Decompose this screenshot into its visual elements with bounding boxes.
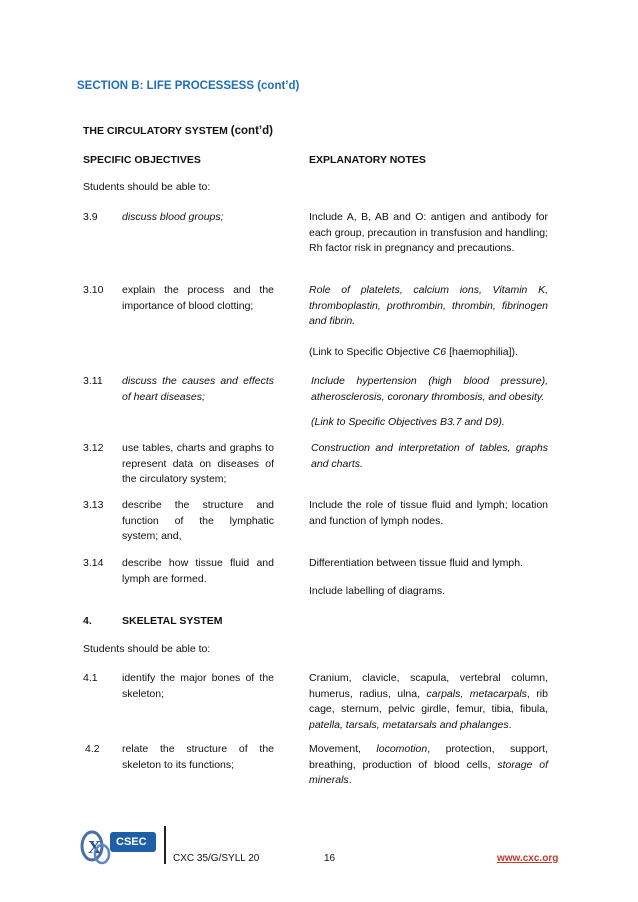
explanatory-note: Construction and interpretation of tables, graphs and charts.	[311, 442, 548, 470]
objective-number: 3.13	[83, 499, 104, 511]
objective-text: explain the process and the importance of blood clotting;	[122, 284, 274, 312]
intro-text: Students should be able to:	[83, 643, 211, 655]
objective-text: identify the major bones of the skeleton;	[122, 672, 274, 700]
cxc-logo	[80, 826, 162, 866]
intro-text: Students should be able to:	[83, 181, 211, 193]
csec-logo-text: CSEC	[116, 836, 147, 848]
footer-divider	[164, 826, 166, 864]
link-note: (Link to Specific Objectives B3.7 and D9).	[311, 416, 505, 428]
explanatory-note: Differentiation between tissue fluid and lymph.	[309, 557, 524, 569]
note-part-italic: carpals, metacarpals	[426, 687, 527, 700]
syllabus-code: CXC 35/G/SYLL 20	[173, 853, 260, 864]
explanatory-note	[309, 742, 548, 789]
subsection-suffix: (cont’d)	[230, 125, 273, 137]
note-part-italic: storage of minerals	[309, 758, 548, 786]
objective-number: 4.1	[83, 672, 98, 684]
objective-text: relate the structure of the skeleton to its functions;	[122, 743, 274, 771]
link-note	[309, 345, 548, 361]
objective-number: 3.14	[83, 557, 104, 569]
objective-number: 4.2	[85, 743, 100, 755]
explanatory-note-extra: Include labelling of diagrams.	[309, 585, 445, 597]
page-number: 16	[324, 853, 336, 864]
website-link[interactable]: www.cxc.org	[497, 853, 559, 864]
explanatory-note: Include A, B, AB and O: antigen and antibody for each group, precaution in transfusion and handling; Rh factor risk in pregnancy and precautions.	[309, 211, 548, 254]
column-heading-objectives: SPECIFIC OBJECTIVES	[83, 154, 201, 166]
note-part-italic: locomotion	[376, 743, 428, 755]
skeletal-title: SKELETAL SYSTEM	[122, 615, 223, 627]
objective-text: use tables, charts and graphs to represent data on diseases of the circulatory system;	[122, 442, 274, 485]
objective-number: 3.11	[83, 375, 103, 387]
link-note-pre: (Link to Specific Objective	[309, 346, 433, 358]
explanatory-note: Role of platelets, calcium ions, Vitamin K, thromboplastin, prothrombin, thrombin, fibrinogen and fibrin.	[309, 284, 548, 327]
objective-text: discuss the causes and effects of heart diseases;	[122, 375, 274, 403]
explanatory-note	[309, 671, 548, 733]
note-part: , protection, support, breathing, production of blood cells,	[309, 743, 548, 771]
objective-number: 3.9	[83, 211, 98, 223]
link-note-post: [haemophilia]).	[446, 346, 518, 358]
objective-text: discuss blood groups;	[122, 211, 224, 223]
subsection-title-text: THE CIRCULATORY SYSTEM	[83, 125, 228, 137]
objective-text: describe how tissue fluid and lymph are formed.	[122, 557, 274, 585]
note-part: .	[348, 774, 352, 786]
note-part-italic: patella, tarsals, metatarsals and phalanges	[309, 718, 509, 731]
column-heading-notes: EXPLANATORY NOTES	[309, 154, 426, 166]
explanatory-note: Include hypertension (high blood pressure), atherosclerosis, coronary thrombosis, and obesity.	[311, 375, 548, 403]
link-note-ref: C6	[432, 346, 447, 358]
note-part: .	[508, 718, 512, 731]
section-title: SECTION B: LIFE PROCESSESS (cont’d)	[77, 80, 300, 92]
objective-number: 3.12	[83, 442, 104, 454]
note-part: , rib cage, sternum, pelvic girdle, femur, tibia, fibula,	[309, 687, 548, 715]
objective-text: describe the structure and function of the lymphatic system; and,	[122, 499, 274, 542]
note-part: Movement,	[309, 743, 377, 755]
note-part: Cranium, clavicle, scapula, vertebral column, humerus, radius, ulna,	[309, 672, 548, 700]
objective-number: 3.10	[83, 284, 104, 296]
svg-text:X: X	[88, 837, 101, 857]
explanatory-note: Include the role of tissue fluid and lymph; location and function of lymph nodes.	[309, 499, 548, 527]
subsection-title	[83, 125, 273, 137]
skeletal-number: 4.	[83, 615, 92, 627]
